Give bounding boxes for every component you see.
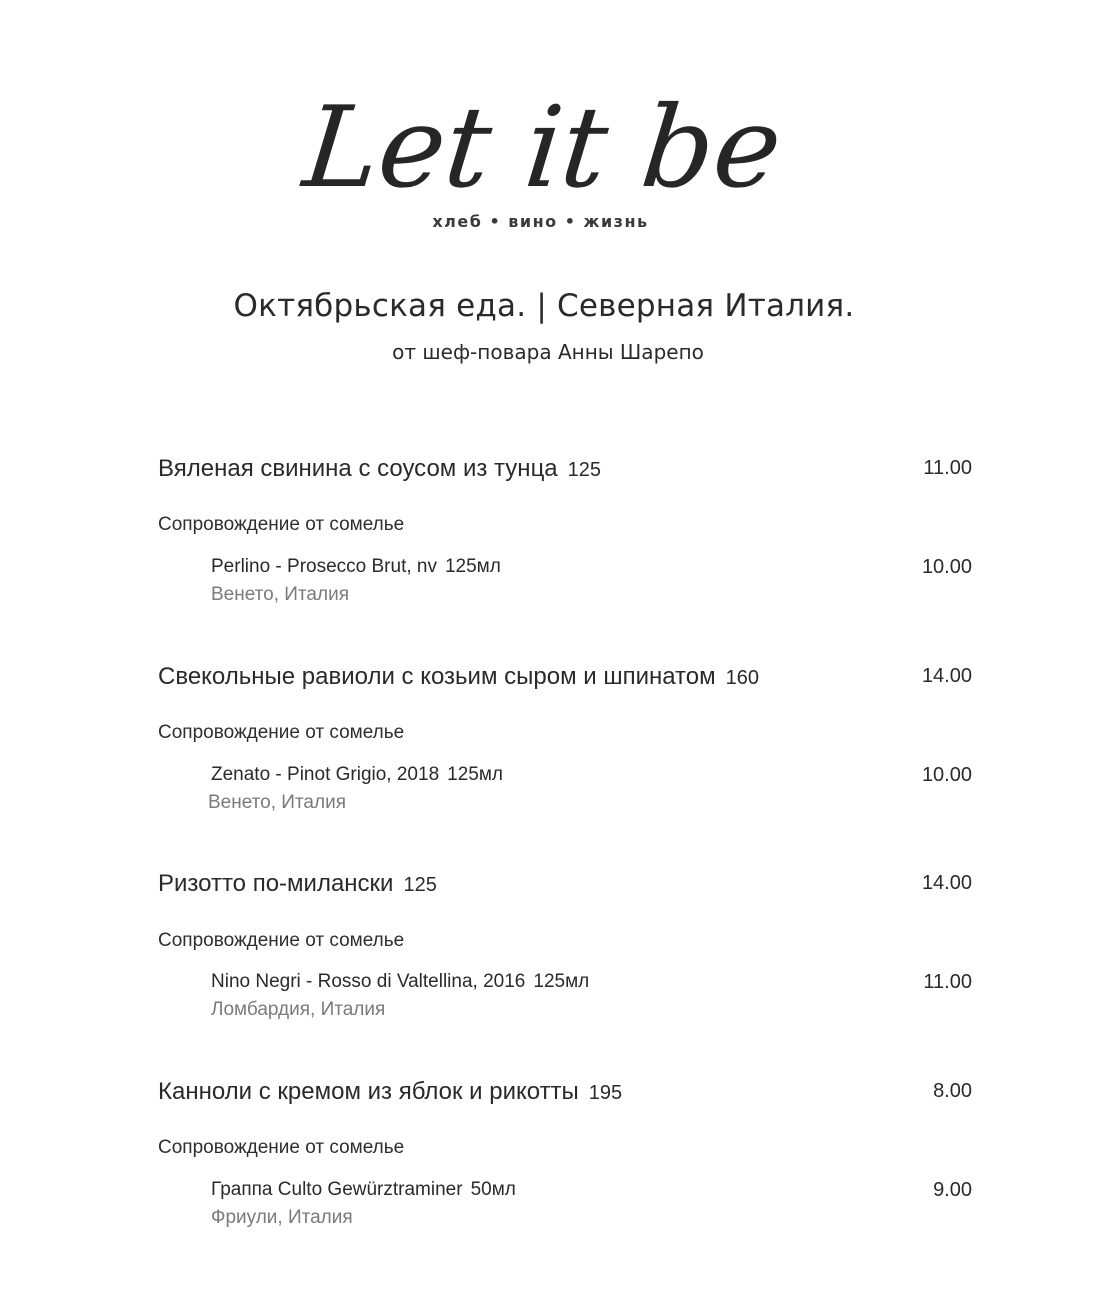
menu-item [158,870,972,900]
dish-weight: 125 [567,459,602,481]
dish-name: Канноли с кремом из яблок и рикотты 195 [158,1078,623,1105]
wine-region: Венето, Италия [211,584,349,605]
dish-name: Вяленая свинина с соусом из тунца 125 [158,455,602,482]
wine-row [211,1179,972,1205]
menu-item [158,663,972,693]
wine-price: 10.00 [921,556,972,578]
page-subtitle: от шеф-повара Анны Шарепо [392,340,704,364]
wine-name: Perlino - Prosecco Brut, nv 125мл [211,556,501,577]
pairing-label: Сопровождение от сомелье [158,930,405,951]
svg-text:Let it be: Let it be [298,83,788,213]
pairing-label: Сопровождение от сомелье [158,1137,405,1158]
menu-item [158,1078,972,1108]
brand-tagline: хлеб • вино • жизнь [432,212,649,231]
brand-logo [298,78,788,213]
dish-weight: 195 [588,1082,623,1104]
wine-row [211,764,972,790]
dish-weight: 125 [403,874,437,896]
pairing-label: Сопровождение от сомелье [158,722,405,743]
dish-price: 8.00 [933,1080,972,1102]
wine-price: 11.00 [923,971,972,993]
dish-price: 11.00 [923,457,972,479]
wine-volume: 125мл [447,764,503,785]
dish-price: 14.00 [921,665,972,687]
dish-price: 14.00 [921,872,972,894]
menu-item [158,455,972,485]
dish-name: Свекольные равиоли с козьим сыром и шпинатом 160 [158,663,759,690]
logo-lettering [298,78,788,213]
dish-weight: 160 [725,667,759,689]
wine-region: Венето, Италия [208,792,346,813]
wine-region: Фриули, Италия [211,1207,353,1228]
wine-price: 10.00 [921,764,972,786]
wine-volume: 125мл [533,971,590,992]
wine-row [211,556,972,582]
dish-name: Ризотто по-милански 125 [158,870,437,897]
wine-volume: 50мл [470,1179,516,1200]
wine-row [211,971,972,997]
wine-name: Nino Negri - Rosso di Valtellina, 2016 125мл [211,971,590,992]
pairing-label: Сопровождение от сомелье [158,514,405,535]
page-title: Октябрьская еда. | Северная Италия. [233,288,855,324]
wine-name: Zenato - Pinot Grigio, 2018 125мл [211,764,503,785]
wine-price: 9.00 [933,1179,972,1201]
wine-region: Ломбардия, Италия [211,999,386,1020]
wine-volume: 125мл [444,556,501,577]
wine-name: Граппа Culto Gewürztraminer 50мл [211,1179,516,1200]
